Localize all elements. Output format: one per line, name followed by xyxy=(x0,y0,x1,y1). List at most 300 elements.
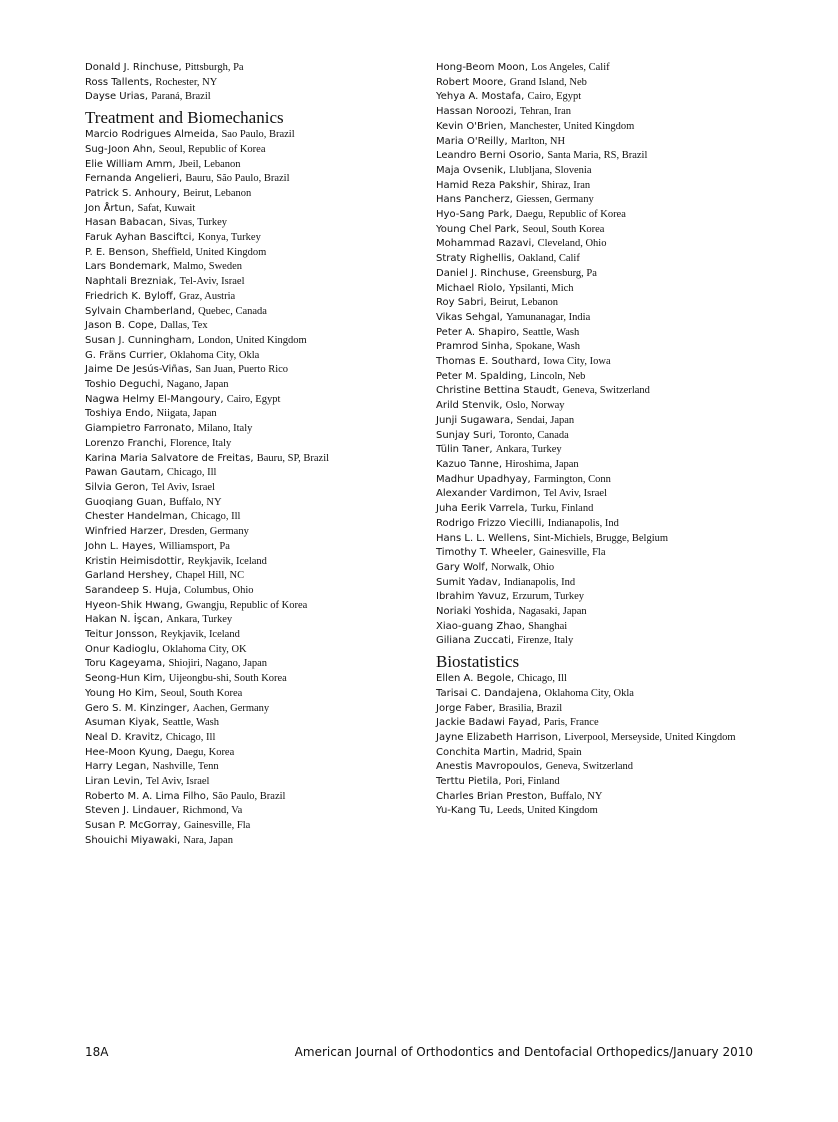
reviewer-name: Anestis Mavropoulos xyxy=(436,761,540,773)
reviewer-location: Quebec, Canada xyxy=(198,305,267,317)
reviewer-entry: Peter A. Shapiro, Seattle, Wash xyxy=(436,326,580,338)
reviewer-location: Seoul, Republic of Korea xyxy=(158,143,266,155)
reviewer-location: Seoul, South Korea xyxy=(522,223,605,235)
reviewer-location: Geneva, Switzerland xyxy=(545,761,634,773)
reviewer-name: Dayse Urias xyxy=(85,91,145,103)
reviewer-location: Nara, Japan xyxy=(183,834,233,846)
reviewer-name: Teitur Jonsson xyxy=(85,629,155,641)
reviewer-name: Kristin Heimisdottir xyxy=(85,555,182,567)
reviewer-entry: Ross Tallents, Rochester, NY xyxy=(85,76,218,88)
reviewer-name: Lorenzo Franchi xyxy=(85,437,164,449)
reviewer-name: Hyo-Sang Park xyxy=(436,209,510,221)
reviewer-entry: Silvia Geron, Tel Aviv, Israel xyxy=(85,481,215,493)
reviewer-location: Lincoln, Neb xyxy=(529,370,586,382)
reviewer-name: Gary Wolf xyxy=(436,561,485,573)
reviewer-name: Peter A. Shapiro xyxy=(436,326,517,338)
reviewer-entry: Jorge Faber, Brasìlia, Brazil xyxy=(436,702,563,714)
right-column xyxy=(436,61,736,819)
reviewer-location: Konya, Turkey xyxy=(197,232,261,244)
reviewer-name: Tarisai C. Dandajena xyxy=(436,687,539,699)
reviewer-entry: Guoqiang Guan, Buffalo, NY xyxy=(85,496,222,508)
reviewer-entry: Lars Bondemark, Malmo, Sweden xyxy=(85,261,242,273)
reviewer-name: Friedrich K. Byloff xyxy=(85,290,173,302)
reviewer-location: Toronto, Canada xyxy=(498,429,569,441)
reviewer-entry: Anestis Mavropoulos, Geneva, Switzerland xyxy=(436,761,634,773)
reviewer-name: Sug-Joon Ahn xyxy=(85,143,153,155)
reviewer-location: Manchester, United Kingdom xyxy=(509,120,635,132)
reviewer-name: Silvia Geron xyxy=(85,481,146,493)
reviewer-location: Pori, Finland xyxy=(504,776,560,788)
reviewer-name: Harry Legan xyxy=(85,761,147,773)
reviewer-entry: Neal D. Kravitz, Chicago, Ill xyxy=(85,731,216,743)
reviewer-name: Patrick S. Anhoury xyxy=(85,187,177,199)
reviewer-entry: Rodrigo Frizzo Viecilli, Indianapolis, Ind xyxy=(436,517,619,529)
reviewer-location: Bauru, SP, Brazil xyxy=(256,452,330,464)
reviewer-location: Indianapolis, Ind xyxy=(547,517,619,529)
reviewer-name: Jorge Faber xyxy=(436,702,493,714)
reviewer-name: Onur Kadioglu xyxy=(85,643,157,655)
reviewer-location: Paraná, Brazil xyxy=(151,91,211,103)
reviewer-entry: Fernanda Angelieri, Bauru, São Paulo, Brazil xyxy=(85,173,290,185)
reviewer-entry: Jackie Badawi Fayad, Paris, France xyxy=(436,717,599,729)
reviewer-location: Shiojiri, Nagano, Japan xyxy=(168,658,268,670)
reviewer-entry: Ellen A. Begole, Chicago, Ill xyxy=(436,673,567,685)
reviewer-entry: Karina Maria Salvatore de Freitas, Bauru, SP, Brazil xyxy=(85,452,330,464)
reviewer-entry: Hassan Noroozi, Tehran, Iran xyxy=(436,106,571,118)
reviewer-location: Daegu, Korea xyxy=(175,746,235,758)
reviewer-location: Buffalo, NY xyxy=(169,496,222,508)
reviewer-entry: Hakan N. İşcan, Ankara, Turkey xyxy=(85,614,233,626)
reviewer-name: Marcio Rodrigues Almeida xyxy=(85,129,216,141)
reviewer-name: Hans Pancherz xyxy=(436,194,510,206)
reviewer-location: Norwalk, Ohio xyxy=(491,561,555,573)
reviewer-entry: Asuman Kiyak, Seattle, Wash xyxy=(85,717,220,729)
reviewer-location: Ankara, Turkey xyxy=(166,614,233,626)
reviewer-location: Reykjavik, Iceland xyxy=(160,629,240,641)
reviewer-name: Faruk Ayhan Basciftci xyxy=(85,232,192,244)
reviewer-entry: Toru Kageyama, Shiojiri, Nagano, Japan xyxy=(85,658,268,670)
reviewer-location: Cairo, Egypt xyxy=(527,91,582,103)
reviewer-name: Terttu Pietila xyxy=(436,776,499,788)
reviewer-name: Toru Kageyama xyxy=(85,658,163,670)
reviewer-location: Indianapolis, Ind xyxy=(503,576,576,588)
reviewer-entry: G. Fräns Currier, Oklahoma City, Okla xyxy=(85,349,260,361)
reviewer-entry: Michael Riolo, Ypsilanti, Mich xyxy=(436,282,574,294)
reviewer-entry: Roy Sabri, Beirut, Lebanon xyxy=(436,297,559,309)
reviewer-name: Elie William Amm xyxy=(85,158,173,170)
reviewer-name: Leandro Berni Osorio xyxy=(436,150,541,162)
reviewer-name: Jaime De Jesús-Viñas xyxy=(85,364,189,376)
reviewer-location: Gainesville, Fla xyxy=(539,547,606,559)
reviewer-location: Jbeil, Lebanon xyxy=(178,158,241,170)
reviewer-entry: Mohammad Razavi, Cleveland, Ohio xyxy=(436,238,607,250)
section-title-biostatistics: Biostatistics xyxy=(436,652,520,672)
reviewer-location: Brasìlia, Brazil xyxy=(498,702,563,714)
reviewer-name: Ross Tallents xyxy=(85,76,149,88)
reviewer-location: Florence, Italy xyxy=(170,437,232,449)
reviewer-entry: Sunjay Suri, Toronto, Canada xyxy=(436,429,569,441)
reviewer-entry: Toshiya Endo, Niigata, Japan xyxy=(85,408,217,420)
reviewer-location: Sao Paulo, Brazil xyxy=(221,129,295,141)
reviewer-entry: Gero S. M. Kinzinger, Aachen, Germany xyxy=(85,702,270,714)
reviewer-name: Jon Årtun xyxy=(85,202,132,214)
reviewer-location: Aachen, Germany xyxy=(192,702,270,714)
reviewer-entry: Maja Ovsenik, Llubljana, Slovenia xyxy=(436,164,592,176)
reviewer-entry: Liran Levin, Tel Aviv, Israel xyxy=(85,776,210,788)
reviewer-location: Oklahoma City, OK xyxy=(162,643,247,655)
reviewer-location: Shanghai xyxy=(528,620,568,632)
reviewer-location: Ypsilanti, Mich xyxy=(508,282,574,294)
reviewer-name: Noriaki Yoshida xyxy=(436,606,513,618)
left-column xyxy=(85,61,420,849)
reviewer-entry: Dayse Urias, Paraná, Brazil xyxy=(85,91,211,103)
journal-title: American Journal of Orthodontics and Dentofacial Orthopedics/January 2010 xyxy=(294,1045,753,1059)
reviewer-entry: Lorenzo Franchi, Florence, Italy xyxy=(85,437,232,449)
reviewer-name: Toshiya Endo xyxy=(85,408,151,420)
reviewer-entry: Pawan Gautam, Chicago, Ill xyxy=(85,467,217,479)
reviewer-name: Alexander Vardimon xyxy=(436,488,538,500)
reviewer-name: Timothy T. Wheeler xyxy=(436,547,533,559)
reviewer-entry: Hans L. L. Wellens, Sint-Michiels, Brugge, Belgium xyxy=(436,532,669,544)
reviewer-location: Dallas, Tex xyxy=(160,320,208,332)
reviewer-name: Seong-Hun Kim xyxy=(85,673,163,685)
reviewer-name: Steven J. Lindauer xyxy=(85,805,177,817)
reviewer-location: Paris, France xyxy=(543,717,599,729)
reviewer-name: Chester Handelman xyxy=(85,511,185,523)
reviewer-entry: Kazuo Tanne, Hiroshima, Japan xyxy=(436,458,579,470)
reviewer-entry: Roberto M. A. Lima Filho, São Paulo, Brazil xyxy=(85,790,286,802)
reviewer-location: Giessen, Germany xyxy=(516,194,594,206)
reviewer-location: Oklahoma City, Okla xyxy=(169,349,260,361)
reviewer-location: Leeds, United Kingdom xyxy=(496,805,598,817)
reviewer-location: Gainesville, Fla xyxy=(183,820,251,832)
reviewer-entry: Sarandeep S. Huja, Columbus, Ohio xyxy=(85,584,254,596)
reviewer-entry: Hasan Babacan, Sivas, Turkey xyxy=(85,217,228,229)
reviewer-entry: Jon Årtun, Safat, Kuwait xyxy=(85,202,196,214)
reviewer-name: Pawan Gautam xyxy=(85,467,161,479)
reviewer-name: Susan P. McGorray xyxy=(85,820,178,832)
reviewer-name: Charles Brian Preston xyxy=(436,790,544,802)
reviewer-entry: Teitur Jonsson, Reykjavik, Iceland xyxy=(85,629,240,641)
reviewer-location: Pittsburgh, Pa xyxy=(184,62,244,73)
reviewer-name: Giampietro Farronato xyxy=(85,423,192,435)
reviewer-entry: Peter M. Spalding, Lincoln, Neb xyxy=(436,370,586,382)
reviewer-name: Liran Levin xyxy=(85,776,140,788)
reviewer-entry: Toshio Deguchi, Nagano, Japan xyxy=(85,379,229,391)
reviewer-name: Toshio Deguchi xyxy=(85,379,161,391)
reviewer-entry: Hyo-Sang Park, Daegu, Republic of Korea xyxy=(436,209,626,221)
reviewer-location: Nagano, Japan xyxy=(166,379,229,391)
reviewer-entry: Seong-Hun Kim, Uijeongbu-shi, South Korea xyxy=(85,673,287,685)
reviewer-entry: Yu-Kang Tu, Leeds, United Kingdom xyxy=(436,805,598,817)
reviewer-location: Rochester, NY xyxy=(155,76,218,88)
reviewer-location: Firenze, Italy xyxy=(517,635,574,647)
reviewer-location: Uijeongbu-shi, South Korea xyxy=(168,673,287,685)
reviewer-name: Hakan N. İşcan xyxy=(85,614,160,626)
reviewer-name: Karina Maria Salvatore de Freitas xyxy=(85,452,251,464)
reviewer-entry: Onur Kadioglu, Oklahoma City, OK xyxy=(85,643,247,655)
reviewer-location: San Juan, Puerto Rico xyxy=(195,364,289,376)
reviewer-entry: P. E. Benson, Sheffield, United Kingdom xyxy=(85,246,267,258)
reviewer-entry: Tarisai C. Dandajena, Oklahoma City, Okla xyxy=(436,687,634,699)
reviewer-name: Hans L. L. Wellens xyxy=(436,532,527,544)
reviewer-location: Nagasaki, Japan xyxy=(518,606,587,618)
page-number: 18A xyxy=(85,1045,109,1059)
reviewer-entry: Vikas Sehgal, Yamunanagar, India xyxy=(436,311,591,323)
reviewer-location: Niigata, Japan xyxy=(156,408,217,420)
reviewer-name: Hasan Babacan xyxy=(85,217,163,229)
reviewer-entry: Jayne Elizabeth Harrison, Liverpool, Merseyside, United Kingdom xyxy=(436,731,736,743)
reviewer-name: Hyeon-Shik Hwang xyxy=(85,599,180,611)
reviewer-name: Guoqiang Guan xyxy=(85,496,163,508)
reviewer-location: Milano, Italy xyxy=(197,423,253,435)
reviewer-entry: Christine Bettina Staudt, Geneva, Switzerland xyxy=(436,385,650,397)
reviewer-name: Hamid Reza Pakshir xyxy=(436,179,535,191)
reviewer-name: Sylvain Chamberland xyxy=(85,305,192,317)
top-entries-left xyxy=(85,61,420,105)
reviewer-location: São Paulo, Brazil xyxy=(212,790,286,802)
reviewer-name: Gero S. M. Kinzinger xyxy=(85,702,187,714)
reviewer-location: Chicago, Ill xyxy=(190,511,241,523)
reviewer-name: Jayne Elizabeth Harrison xyxy=(436,731,558,743)
reviewer-location: Beirut, Lebanon xyxy=(489,297,559,309)
reviewer-entry: Yehya A. Mostafa, Cairo, Egypt xyxy=(436,91,582,103)
reviewer-location: Geneva, Switzerland xyxy=(562,385,650,397)
reviewer-entry: Xiao-guang Zhao, Shanghai xyxy=(436,620,568,632)
reviewer-location: Sivas, Turkey xyxy=(169,217,228,229)
reviewer-location: Oslo, Norway xyxy=(505,400,565,412)
reviewer-name: Sunjay Suri xyxy=(436,429,493,441)
reviewer-entry: Noriaki Yoshida, Nagasaki, Japan xyxy=(436,606,587,618)
reviewer-name: Conchita Martin xyxy=(436,746,516,758)
reviewer-name: G. Fräns Currier xyxy=(85,349,164,361)
reviewer-location: Chicago, Ill xyxy=(517,673,567,685)
reviewer-name: Hassan Noroozi xyxy=(436,106,514,118)
reviewer-name: Lars Bondemark xyxy=(85,261,167,273)
reviewer-location: Bauru, São Paulo, Brazil xyxy=(185,173,290,185)
reviewer-location: Seattle, Wash xyxy=(162,717,220,729)
reviewer-entry: Winfried Harzer, Dresden, Germany xyxy=(85,526,249,538)
reviewer-location: Tel Aviv, Israel xyxy=(543,488,608,500)
reviewer-entry: Elie William Amm, Jbeil, Lebanon xyxy=(85,158,241,170)
reviewer-location: Marlton, NH xyxy=(510,135,566,147)
reviewer-location: Beirut, Lebanon xyxy=(183,187,252,199)
reviewer-entry: Thomas E. Southard, Iowa City, Iowa xyxy=(436,356,611,368)
reviewer-name: Ibrahim Yavuz xyxy=(436,591,506,603)
reviewer-name: Peter M. Spalding xyxy=(436,370,524,382)
reviewer-location: Yamunanagar, India xyxy=(505,311,591,323)
reviewer-entry: Terttu Pietila, Pori, Finland xyxy=(436,776,560,788)
reviewer-location: Seoul, South Korea xyxy=(160,687,243,699)
reviewer-location: Williamsport, Pa xyxy=(159,540,230,552)
reviewer-location: Seattle, Wash xyxy=(522,326,580,338)
reviewer-entry: Kristin Heimisdottir, Reykjavik, Iceland xyxy=(85,555,267,567)
reviewer-entry: Pramrod Sinha, Spokane, Wash xyxy=(436,341,580,353)
reviewer-name: Michael Riolo xyxy=(436,282,503,294)
reviewer-location: Ankara, Turkey xyxy=(495,444,562,456)
reviewer-location: London, United Kingdom xyxy=(197,334,307,346)
reviewer-location: Iowa City, Iowa xyxy=(543,356,611,368)
reviewer-name: Pramrod Sinha xyxy=(436,341,510,353)
reviewer-name: Mohammad Razavi xyxy=(436,238,532,250)
reviewer-name: Yu-Kang Tu xyxy=(436,805,491,817)
reviewer-location: Dresden, Germany xyxy=(169,526,249,538)
reviewer-entry: Daniel J. Rinchuse, Greensburg, Pa xyxy=(436,267,597,279)
reviewer-location: Nashville, Tenn xyxy=(152,761,219,773)
reviewer-name: Arild Stenvik xyxy=(436,400,500,412)
reviewer-location: Cleveland, Ohio xyxy=(537,238,607,250)
reviewer-name: Madhur Upadhyay xyxy=(436,473,528,485)
reviewer-location: Cairo, Egypt xyxy=(226,393,281,405)
reviewer-name: Yehya A. Mostafa xyxy=(436,91,522,103)
reviewer-entry: Timothy T. Wheeler, Gainesville, Fla xyxy=(436,547,606,559)
reviewer-location: Chapel Hill, NC xyxy=(175,570,245,582)
reviewer-name: Straty Righellis xyxy=(436,253,512,265)
reviewer-location: Malmo, Sweden xyxy=(173,261,242,273)
reviewer-name: Ellen A. Begole xyxy=(436,673,511,685)
reviewer-entry: Alexander Vardimon, Tel Aviv, Israel xyxy=(436,488,608,500)
reviewer-name: Giliana Zuccati xyxy=(436,635,511,647)
reviewer-location: Richmond, Va xyxy=(182,805,243,817)
reviewer-location: Sint-Michiels, Brugge, Belgium xyxy=(533,532,669,544)
reviewer-entry: Giliana Zuccati, Firenze, Italy xyxy=(436,635,574,647)
reviewer-entry: Young Chel Park, Seoul, South Korea xyxy=(436,223,605,235)
reviewer-name: John L. Hayes xyxy=(85,540,153,552)
reviewer-location: Sheffield, United Kingdom xyxy=(151,246,267,258)
reviewer-location: Erzurum, Turkey xyxy=(512,591,585,603)
reviewer-entry: Leandro Berni Osorio, Santa Maria, RS, Brazil xyxy=(436,150,648,162)
biostatistics-list xyxy=(436,672,736,819)
reviewer-name: Juha Eerik Varrela xyxy=(436,503,525,515)
reviewer-name: Jason B. Cope xyxy=(85,320,154,332)
reviewer-entry: Straty Righellis, Oakland, Calif xyxy=(436,253,580,265)
reviewer-entry: Patrick S. Anhoury, Beirut, Lebanon xyxy=(85,187,252,199)
reviewer-location: Spokane, Wash xyxy=(515,341,580,353)
reviewer-location: Tel Aviv, Israel xyxy=(146,776,210,788)
reviewer-name: Garland Hershey xyxy=(85,570,170,582)
reviewer-entry: Hans Pancherz, Giessen, Germany xyxy=(436,194,594,206)
reviewer-location: Liverpool, Merseyside, United Kingdom xyxy=(564,731,736,743)
reviewer-entry: Giampietro Farronato, Milano, Italy xyxy=(85,423,253,435)
reviewer-name: Daniel J. Rinchuse xyxy=(436,267,526,279)
reviewer-entry: Charles Brian Preston, Buffalo, NY xyxy=(436,790,603,802)
reviewer-name: Young Chel Park xyxy=(436,223,517,235)
reviewer-entry: Nagwa Helmy El-Mangoury, Cairo, Egypt xyxy=(85,393,281,405)
reviewer-location: Safat, Kuwait xyxy=(137,202,196,214)
reviewer-name: Susan J. Cunningham xyxy=(85,334,192,346)
reviewer-name: Thomas E. Southard xyxy=(436,356,537,368)
reviewer-location: Oakland, Calif xyxy=(518,253,580,265)
reviewer-name: Nagwa Helmy El-Mangoury xyxy=(85,393,221,405)
reviewer-entry: Susan P. McGorray, Gainesville, Fla xyxy=(85,820,251,832)
reviewer-entry: Hyeon-Shik Hwang, Gwangju, Republic of Korea xyxy=(85,599,308,611)
reviewer-location: Buffalo, NY xyxy=(550,790,603,802)
reviewer-name: Sarandeep S. Huja xyxy=(85,584,178,596)
reviewer-entry: Sylvain Chamberland, Quebec, Canada xyxy=(85,305,267,317)
reviewer-name: Naphtali Brezniak xyxy=(85,276,174,288)
reviewer-name: Roy Sabri xyxy=(436,297,484,309)
reviewer-name: Tülin Taner xyxy=(436,444,490,456)
reviewer-entry: Faruk Ayhan Basciftci, Konya, Turkey xyxy=(85,232,261,244)
reviewer-entry: Jaime De Jesús-Viñas, San Juan, Puerto Rico xyxy=(85,364,289,376)
reviewer-entry: Garland Hershey, Chapel Hill, NC xyxy=(85,570,245,582)
reviewer-name: Kazuo Tanne xyxy=(436,458,499,470)
reviewer-location: Oklahoma City, Okla xyxy=(544,687,634,699)
reviewer-location: Hiroshima, Japan xyxy=(505,458,579,470)
reviewer-name: Junji Sugawara xyxy=(436,414,511,426)
reviewer-name: Maria O'Reilly xyxy=(436,135,505,147)
reviewer-entry: Chester Handelman, Chicago, Ill xyxy=(85,511,241,523)
reviewer-entry: Friedrich K. Byloff, Graz, Austria xyxy=(85,290,236,302)
reviewer-location: Reykjavik, Iceland xyxy=(187,555,267,567)
reviewer-location: Tel-Aviv, Israel xyxy=(179,276,245,288)
reviewer-location: Greensburg, Pa xyxy=(532,267,597,279)
reviewer-entry: Maria O'Reilly, Marlton, NH xyxy=(436,135,566,147)
reviewer-entry: Madhur Upadhyay, Farmington, Conn xyxy=(436,473,611,485)
reviewer-entry: Jason B. Cope, Dallas, Tex xyxy=(85,320,208,332)
top-entries-right xyxy=(436,61,736,649)
reviewer-name: Vikas Sehgal xyxy=(436,311,500,323)
reviewer-entry: Gary Wolf, Norwalk, Ohio xyxy=(436,561,555,573)
reviewer-entry: Harry Legan, Nashville, Tenn xyxy=(85,761,219,773)
reviewer-name: Roberto M. A. Lima Filho xyxy=(85,790,206,802)
reviewer-name: Donald J. Rinchuse xyxy=(85,62,179,73)
reviewer-location: Chicago, Ill xyxy=(165,731,216,743)
reviewer-location: Santa Maria, RS, Brazil xyxy=(547,150,648,162)
reviewer-location: Daegu, Republic of Korea xyxy=(515,209,626,221)
reviewer-location: Sendai, Japan xyxy=(516,414,575,426)
reviewer-location: Turku, Finland xyxy=(530,503,594,515)
reviewer-entry: Sug-Joon Ahn, Seoul, Republic of Korea xyxy=(85,143,266,155)
reviewer-location: Farmington, Conn xyxy=(533,473,611,485)
reviewer-name: P. E. Benson xyxy=(85,246,146,258)
reviewer-location: Tehran, Iran xyxy=(519,106,571,118)
reviewer-entry: Junji Sugawara, Sendai, Japan xyxy=(436,414,575,426)
reviewer-entry: Arild Stenvik, Oslo, Norway xyxy=(436,400,565,412)
reviewer-entry: Ibrahim Yavuz, Erzurum, Turkey xyxy=(436,591,585,603)
reviewer-entry: Susan J. Cunningham, London, United Kingdom xyxy=(85,334,307,346)
reviewer-name: Robert Moore xyxy=(436,76,504,88)
reviewer-entry: John L. Hayes, Williamsport, Pa xyxy=(85,540,230,552)
reviewer-name: Shouichi Miyawaki xyxy=(85,834,178,846)
reviewer-name: Xiao-guang Zhao xyxy=(436,620,522,632)
reviewer-name: Winfried Harzer xyxy=(85,526,164,538)
reviewer-name: Neal D. Kravitz xyxy=(85,731,160,743)
reviewer-name: Jackie Badawi Fayad xyxy=(436,717,538,729)
reviewer-location: Los Angeles, Calif xyxy=(531,62,610,73)
reviewer-location: Tel Aviv, Israel xyxy=(151,481,215,493)
reviewer-name: Young Ho Kim xyxy=(85,687,154,699)
reviewer-location: Chicago, Ill xyxy=(166,467,217,479)
reviewer-name: Hong-Beom Moon xyxy=(436,62,525,73)
reviewer-name: Rodrigo Frizzo Viecilli xyxy=(436,517,542,529)
reviewer-entry: Conchita Martin, Madrid, Spain xyxy=(436,746,582,758)
reviewer-entry: Robert Moore, Grand Island, Neb xyxy=(436,76,587,88)
reviewer-entry: Naphtali Brezniak, Tel-Aviv, Israel xyxy=(85,276,245,288)
reviewer-location: Llubljana, Slovenia xyxy=(509,164,592,176)
reviewer-name: Fernanda Angelieri xyxy=(85,173,180,185)
reviewer-entry: Juha Eerik Varrela, Turku, Finland xyxy=(436,503,594,515)
reviewer-entry: Young Ho Kim, Seoul, South Korea xyxy=(85,687,243,699)
reviewer-location: Gwangju, Republic of Korea xyxy=(185,599,308,611)
reviewer-name: Sumit Yadav xyxy=(436,576,498,588)
reviewer-name: Hee-Moon Kyung xyxy=(85,746,170,758)
reviewer-name: Maja Ovsenik xyxy=(436,164,503,176)
reviewer-entry: Tülin Taner, Ankara, Turkey xyxy=(436,444,562,456)
reviewer-entry: Kevin O'Brien, Manchester, United Kingdom xyxy=(436,120,635,132)
reviewer-location: Madrid, Spain xyxy=(521,746,582,758)
reviewer-location: Columbus, Ohio xyxy=(184,584,254,596)
